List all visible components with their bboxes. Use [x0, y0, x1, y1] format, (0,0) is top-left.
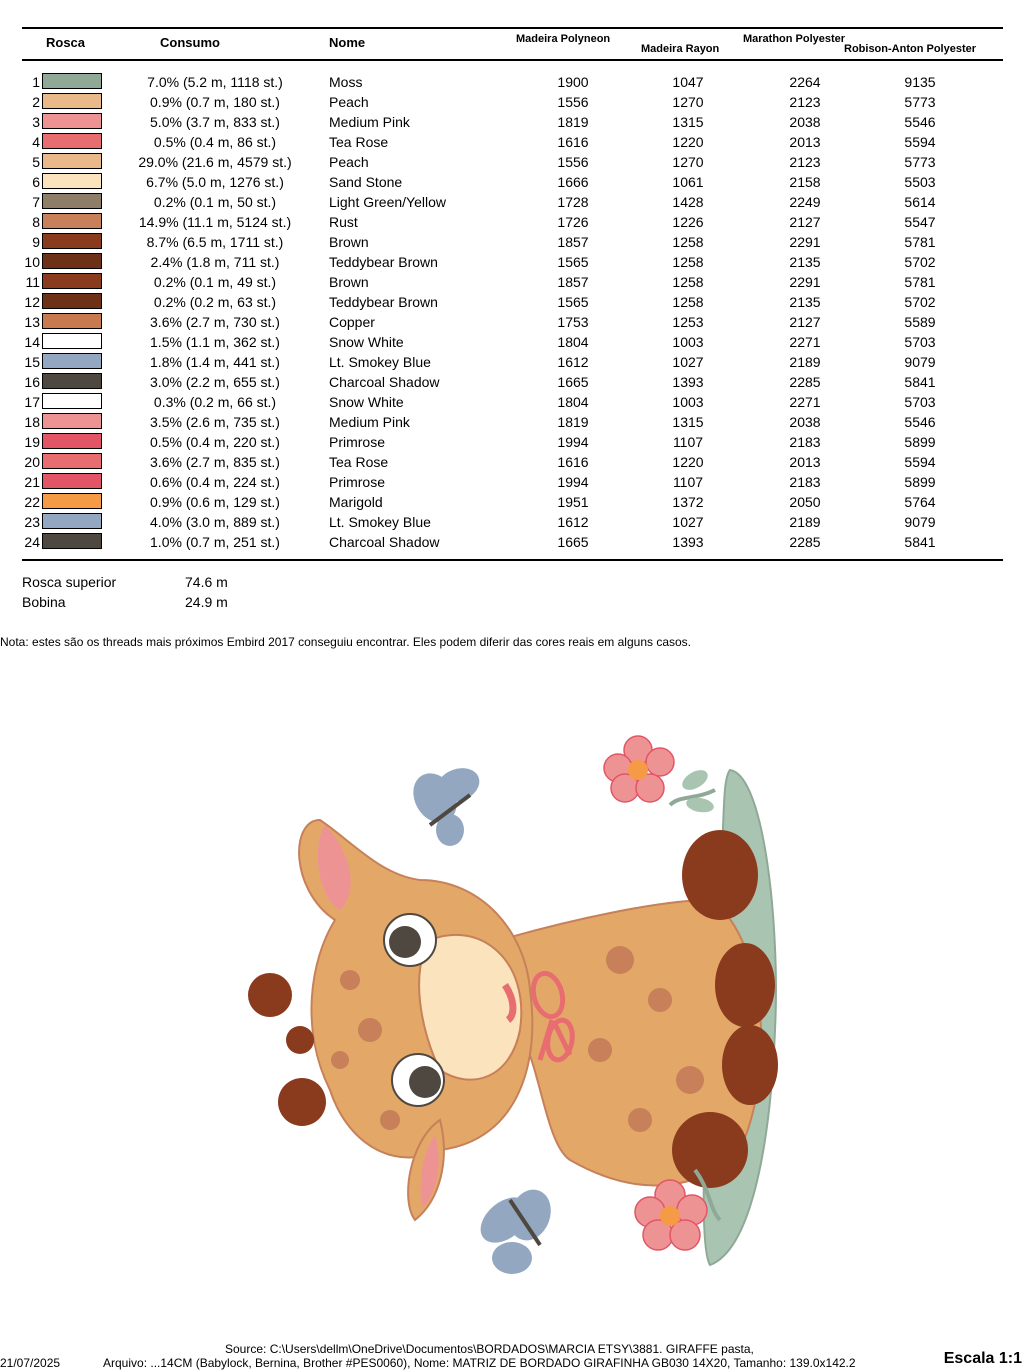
thread-consumption: 1.0% (0.7 m, 251 st.) — [150, 534, 280, 550]
robison-anton-code: 5841 — [904, 534, 936, 550]
thread-color-swatch — [42, 133, 102, 149]
madeira-polyneon-code: 1556 — [557, 154, 589, 170]
marathon-code: 2123 — [789, 94, 821, 110]
madeira-polyneon-code: 1951 — [557, 494, 589, 510]
marathon-code: 2189 — [789, 514, 821, 530]
robison-anton-code: 5773 — [904, 94, 936, 110]
thread-name: Teddybear Brown — [329, 294, 438, 310]
marathon-code: 2264 — [789, 74, 821, 90]
madeira-rayon-code: 1315 — [672, 414, 704, 430]
marathon-code: 2291 — [789, 234, 821, 250]
marathon-code: 2183 — [789, 434, 821, 450]
marathon-code: 2135 — [789, 294, 821, 310]
thread-color-swatch — [42, 213, 102, 229]
robison-anton-code: 5589 — [904, 314, 936, 330]
thread-name: Snow White — [329, 394, 404, 410]
thread-color-swatch — [42, 473, 102, 489]
thread-color-swatch — [42, 253, 102, 269]
thread-consumption: 7.0% (5.2 m, 1118 st.) — [147, 74, 283, 90]
madeira-polyneon-code: 1994 — [557, 434, 589, 450]
thread-color-swatch — [42, 113, 102, 129]
thread-number: 16 — [24, 374, 40, 390]
marathon-code: 2013 — [789, 454, 821, 470]
marathon-code: 2135 — [789, 254, 821, 270]
thread-color-swatch — [42, 173, 102, 189]
giraffe-head-icon — [248, 820, 532, 1220]
table-row — [0, 372, 1024, 392]
robison-anton-code: 5547 — [904, 214, 936, 230]
thread-color-swatch — [42, 493, 102, 509]
robison-anton-code: 5899 — [904, 474, 936, 490]
table-row — [0, 292, 1024, 312]
table-row — [0, 172, 1024, 192]
footer-source: Source: C:\Users\dellm\OneDrive\Documentos\BORDADOS\MARCIA ETSY\3881. GIRAFFE pasta, — [225, 1342, 754, 1356]
thread-number: 23 — [24, 514, 40, 530]
thread-name: Medium Pink — [329, 114, 410, 130]
thread-consumption: 0.3% (0.2 m, 66 st.) — [153, 394, 277, 410]
thread-color-swatch — [42, 73, 102, 89]
header-madeira-polyneon: Madeira Polyneon — [516, 33, 611, 45]
thread-color-swatch — [42, 413, 102, 429]
thread-name: Lt. Smokey Blue — [329, 514, 431, 530]
thread-color-swatch — [42, 273, 102, 289]
bobbin-value: 24.9 m — [185, 594, 228, 610]
thread-consumption: 8.7% (6.5 m, 1711 st.) — [146, 234, 284, 250]
thread-color-swatch — [42, 393, 102, 409]
table-row — [0, 512, 1024, 532]
madeira-rayon-code: 1003 — [672, 394, 704, 410]
madeira-rayon-code: 1393 — [672, 374, 704, 390]
thread-number: 9 — [32, 234, 40, 250]
robison-anton-code: 5594 — [904, 134, 936, 150]
thread-name: Charcoal Shadow — [329, 374, 440, 390]
thread-name: Brown — [329, 234, 369, 250]
thread-number: 19 — [24, 434, 40, 450]
thread-number: 6 — [32, 174, 40, 190]
thread-consumption: 5.0% (3.7 m, 833 st.) — [150, 114, 280, 130]
table-row — [0, 452, 1024, 472]
madeira-rayon-code: 1428 — [672, 194, 704, 210]
madeira-rayon-code: 1107 — [672, 474, 704, 490]
madeira-rayon-code: 1270 — [672, 154, 704, 170]
madeira-polyneon-code: 1616 — [557, 134, 589, 150]
table-row — [0, 232, 1024, 252]
marathon-code: 2127 — [789, 214, 821, 230]
header-rosca: Rosca — [46, 35, 86, 50]
thread-consumption: 14.9% (11.1 m, 5124 st.) — [138, 214, 292, 230]
table-row — [0, 432, 1024, 452]
thread-color-swatch — [42, 373, 102, 389]
madeira-rayon-code: 1258 — [672, 234, 704, 250]
marathon-code: 2050 — [789, 494, 821, 510]
thread-number: 20 — [24, 454, 40, 470]
table-row — [0, 412, 1024, 432]
top-flower-icon — [604, 736, 715, 814]
bobbin-label: Bobina — [22, 594, 66, 610]
thread-number: 2 — [32, 94, 40, 110]
thread-name: Peach — [329, 94, 369, 110]
marathon-code: 2271 — [789, 394, 821, 410]
giraffe-embroidery-preview — [240, 730, 800, 1290]
thread-name: Primrose — [329, 474, 386, 490]
thread-name: Moss — [329, 74, 363, 90]
thread-consumption: 0.5% (0.4 m, 86 st.) — [153, 134, 277, 150]
marathon-code: 2189 — [789, 354, 821, 370]
madeira-rayon-code: 1258 — [672, 294, 704, 310]
table-top-rule — [22, 27, 1003, 29]
thread-number: 8 — [32, 214, 40, 230]
madeira-polyneon-code: 1994 — [557, 474, 589, 490]
header-nome: Nome — [329, 35, 366, 50]
table-row — [0, 72, 1024, 92]
madeira-polyneon-code: 1565 — [557, 294, 589, 310]
robison-anton-code: 9079 — [904, 514, 936, 530]
thread-name: Rust — [329, 214, 358, 230]
madeira-rayon-code: 1027 — [672, 354, 704, 370]
marathon-code: 2285 — [789, 534, 821, 550]
madeira-polyneon-code: 1612 — [557, 354, 589, 370]
thread-name: Primrose — [329, 434, 386, 450]
madeira-polyneon-code: 1900 — [557, 74, 589, 90]
thread-name: Lt. Smokey Blue — [329, 354, 431, 370]
robison-anton-code: 5773 — [904, 154, 936, 170]
thread-consumption: 0.6% (0.4 m, 224 st.) — [150, 474, 280, 490]
table-row — [0, 152, 1024, 172]
madeira-rayon-code: 1027 — [672, 514, 704, 530]
thread-number: 3 — [32, 114, 40, 130]
marathon-code: 2158 — [789, 174, 821, 190]
table-row — [0, 492, 1024, 512]
thread-name: Sand Stone — [329, 174, 403, 190]
header-robison-anton-polyester: Robison-Anton Polyester — [844, 43, 977, 55]
madeira-rayon-code: 1253 — [672, 314, 704, 330]
robison-anton-code: 5503 — [904, 174, 936, 190]
thread-number: 14 — [24, 334, 40, 350]
thread-consumption: 29.0% (21.6 m, 4579 st.) — [138, 154, 292, 170]
thread-consumption: 0.9% (0.6 m, 129 st.) — [150, 494, 280, 510]
madeira-rayon-code: 1372 — [672, 494, 704, 510]
table-row — [0, 112, 1024, 132]
footer-scale: Escala 1:1 — [943, 1350, 1022, 1367]
robison-anton-code: 5764 — [904, 494, 936, 510]
madeira-polyneon-code: 1857 — [557, 274, 589, 290]
robison-anton-code: 5546 — [904, 114, 936, 130]
thread-name: Snow White — [329, 334, 404, 350]
robison-anton-code: 5781 — [904, 274, 936, 290]
madeira-polyneon-code: 1857 — [557, 234, 589, 250]
table-row — [0, 192, 1024, 212]
madeira-rayon-code: 1226 — [672, 214, 704, 230]
robison-anton-code: 5702 — [904, 294, 936, 310]
thread-color-swatch — [42, 513, 102, 529]
madeira-rayon-code: 1258 — [672, 274, 704, 290]
robison-anton-code: 5841 — [904, 374, 936, 390]
thread-number: 22 — [24, 494, 40, 510]
thread-name: Marigold — [329, 494, 383, 510]
robison-anton-code: 5594 — [904, 454, 936, 470]
madeira-rayon-code: 1107 — [672, 434, 704, 450]
thread-name: Tea Rose — [329, 134, 389, 150]
madeira-polyneon-code: 1726 — [557, 214, 589, 230]
thread-number: 15 — [24, 354, 40, 370]
thread-number: 10 — [24, 254, 40, 270]
thread-number: 5 — [32, 154, 40, 170]
madeira-polyneon-code: 1556 — [557, 94, 589, 110]
thread-consumption: 0.2% (0.2 m, 63 st.) — [153, 294, 277, 310]
table-row — [0, 92, 1024, 112]
madeira-rayon-code: 1061 — [672, 174, 704, 190]
thread-number: 17 — [24, 394, 40, 410]
madeira-polyneon-code: 1616 — [557, 454, 589, 470]
madeira-rayon-code: 1220 — [672, 134, 704, 150]
madeira-rayon-code: 1220 — [672, 454, 704, 470]
thread-consumption: 1.5% (1.1 m, 362 st.) — [150, 334, 280, 350]
madeira-polyneon-code: 1819 — [557, 414, 589, 430]
thread-color-swatch — [42, 93, 102, 109]
thread-name: Brown — [329, 274, 369, 290]
madeira-polyneon-code: 1804 — [557, 394, 589, 410]
thread-consumption: 0.2% (0.1 m, 49 st.) — [153, 274, 277, 290]
thread-consumption: 6.7% (5.0 m, 1276 st.) — [146, 174, 284, 190]
thread-consumption: 2.4% (1.8 m, 711 st.) — [150, 254, 280, 270]
madeira-rayon-code: 1393 — [672, 534, 704, 550]
bottom-butterfly-icon — [472, 1184, 558, 1274]
thread-name: Tea Rose — [329, 454, 389, 470]
table-row — [0, 472, 1024, 492]
table-row — [0, 312, 1024, 332]
thread-note: Nota: estes são os threads mais próximos Embird 2017 conseguiu encontrar. Eles podem diferir das cores reais em alguns casos. — [0, 635, 692, 649]
thread-number: 11 — [25, 274, 40, 290]
thread-color-swatch — [42, 533, 102, 549]
table-row — [0, 392, 1024, 412]
thread-color-swatch — [42, 333, 102, 349]
thread-name: Light Green/Yellow — [329, 194, 447, 210]
madeira-polyneon-code: 1665 — [557, 534, 589, 550]
marathon-code: 2285 — [789, 374, 821, 390]
madeira-polyneon-code: 1666 — [557, 174, 589, 190]
marathon-code: 2038 — [789, 414, 821, 430]
madeira-rayon-code: 1270 — [672, 94, 704, 110]
footer-date: 21/07/2025 — [0, 1356, 61, 1370]
madeira-rayon-code: 1003 — [672, 334, 704, 350]
table-row — [0, 252, 1024, 272]
thread-number: 7 — [32, 194, 40, 210]
thread-name: Peach — [329, 154, 369, 170]
robison-anton-code: 5546 — [904, 414, 936, 430]
madeira-polyneon-code: 1612 — [557, 514, 589, 530]
thread-consumption: 3.6% (2.7 m, 835 st.) — [150, 454, 280, 470]
thread-name: Copper — [329, 314, 375, 330]
marathon-code: 2249 — [789, 194, 821, 210]
thread-number: 18 — [24, 414, 40, 430]
table-header-rule — [22, 59, 1003, 61]
marathon-code: 2183 — [789, 474, 821, 490]
madeira-rayon-code: 1258 — [672, 254, 704, 270]
table-row — [0, 212, 1024, 232]
table-row — [0, 272, 1024, 292]
footer-file-info: Arquivo: ...14CM (Babylock, Bernina, Brother #PES0060), Nome: MATRIZ DE BORDADO GIRAFINHA GB030 14X20, Tamanho: 139.0x142.2 — [103, 1356, 856, 1370]
header-consumo: Consumo — [160, 35, 220, 50]
table-bottom-rule — [22, 559, 1003, 561]
marathon-code: 2123 — [789, 154, 821, 170]
thread-color-swatch — [42, 153, 102, 169]
thread-color-swatch — [42, 233, 102, 249]
header-madeira-rayon: Madeira Rayon — [641, 43, 720, 55]
madeira-rayon-code: 1315 — [672, 114, 704, 130]
thread-name: Teddybear Brown — [329, 254, 438, 270]
thread-color-swatch — [42, 453, 102, 469]
thread-number: 4 — [32, 134, 40, 150]
thread-consumption: 3.6% (2.7 m, 730 st.) — [150, 314, 280, 330]
marathon-code: 2127 — [789, 314, 821, 330]
madeira-polyneon-code: 1804 — [557, 334, 589, 350]
thread-consumption: 0.2% (0.1 m, 50 st.) — [153, 194, 277, 210]
thread-number: 1 — [32, 74, 40, 90]
thread-consumption: 1.8% (1.4 m, 441 st.) — [150, 354, 280, 370]
thread-color-swatch — [42, 313, 102, 329]
table-row — [0, 352, 1024, 372]
madeira-rayon-code: 1047 — [672, 74, 704, 90]
thread-number: 21 — [24, 474, 40, 490]
thread-number: 12 — [24, 294, 40, 310]
thread-color-swatch — [42, 193, 102, 209]
thread-name: Charcoal Shadow — [329, 534, 440, 550]
thread-consumption: 0.9% (0.7 m, 180 st.) — [150, 94, 280, 110]
table-row — [0, 532, 1024, 552]
marathon-code: 2291 — [789, 274, 821, 290]
madeira-polyneon-code: 1753 — [557, 314, 589, 330]
marathon-code: 2271 — [789, 334, 821, 350]
thread-name: Medium Pink — [329, 414, 410, 430]
header-marathon-polyester: Marathon Polyester — [743, 33, 846, 45]
robison-anton-code: 9079 — [904, 354, 936, 370]
table-row — [0, 132, 1024, 152]
thread-consumption: 0.5% (0.4 m, 220 st.) — [150, 434, 280, 450]
upper-thread-value: 74.6 m — [185, 574, 228, 590]
thread-color-swatch — [42, 293, 102, 309]
thread-consumption: 3.5% (2.6 m, 735 st.) — [150, 414, 280, 430]
table-row — [0, 332, 1024, 352]
robison-anton-code: 5703 — [904, 394, 936, 410]
madeira-polyneon-code: 1728 — [557, 194, 589, 210]
top-butterfly-icon — [405, 762, 484, 846]
madeira-polyneon-code: 1819 — [557, 114, 589, 130]
marathon-code: 2013 — [789, 134, 821, 150]
robison-anton-code: 9135 — [904, 74, 936, 90]
robison-anton-code: 5899 — [904, 434, 936, 450]
robison-anton-code: 5614 — [904, 194, 936, 210]
thread-number: 24 — [24, 534, 40, 550]
madeira-polyneon-code: 1565 — [557, 254, 589, 270]
robison-anton-code: 5781 — [904, 234, 936, 250]
upper-thread-label: Rosca superior — [22, 574, 117, 590]
robison-anton-code: 5702 — [904, 254, 936, 270]
robison-anton-code: 5703 — [904, 334, 936, 350]
marathon-code: 2038 — [789, 114, 821, 130]
madeira-polyneon-code: 1665 — [557, 374, 589, 390]
thread-consumption: 3.0% (2.2 m, 655 st.) — [150, 374, 280, 390]
thread-consumption: 4.0% (3.0 m, 889 st.) — [150, 514, 280, 530]
thread-color-swatch — [42, 433, 102, 449]
thread-number: 13 — [24, 314, 40, 330]
thread-color-swatch — [42, 353, 102, 369]
